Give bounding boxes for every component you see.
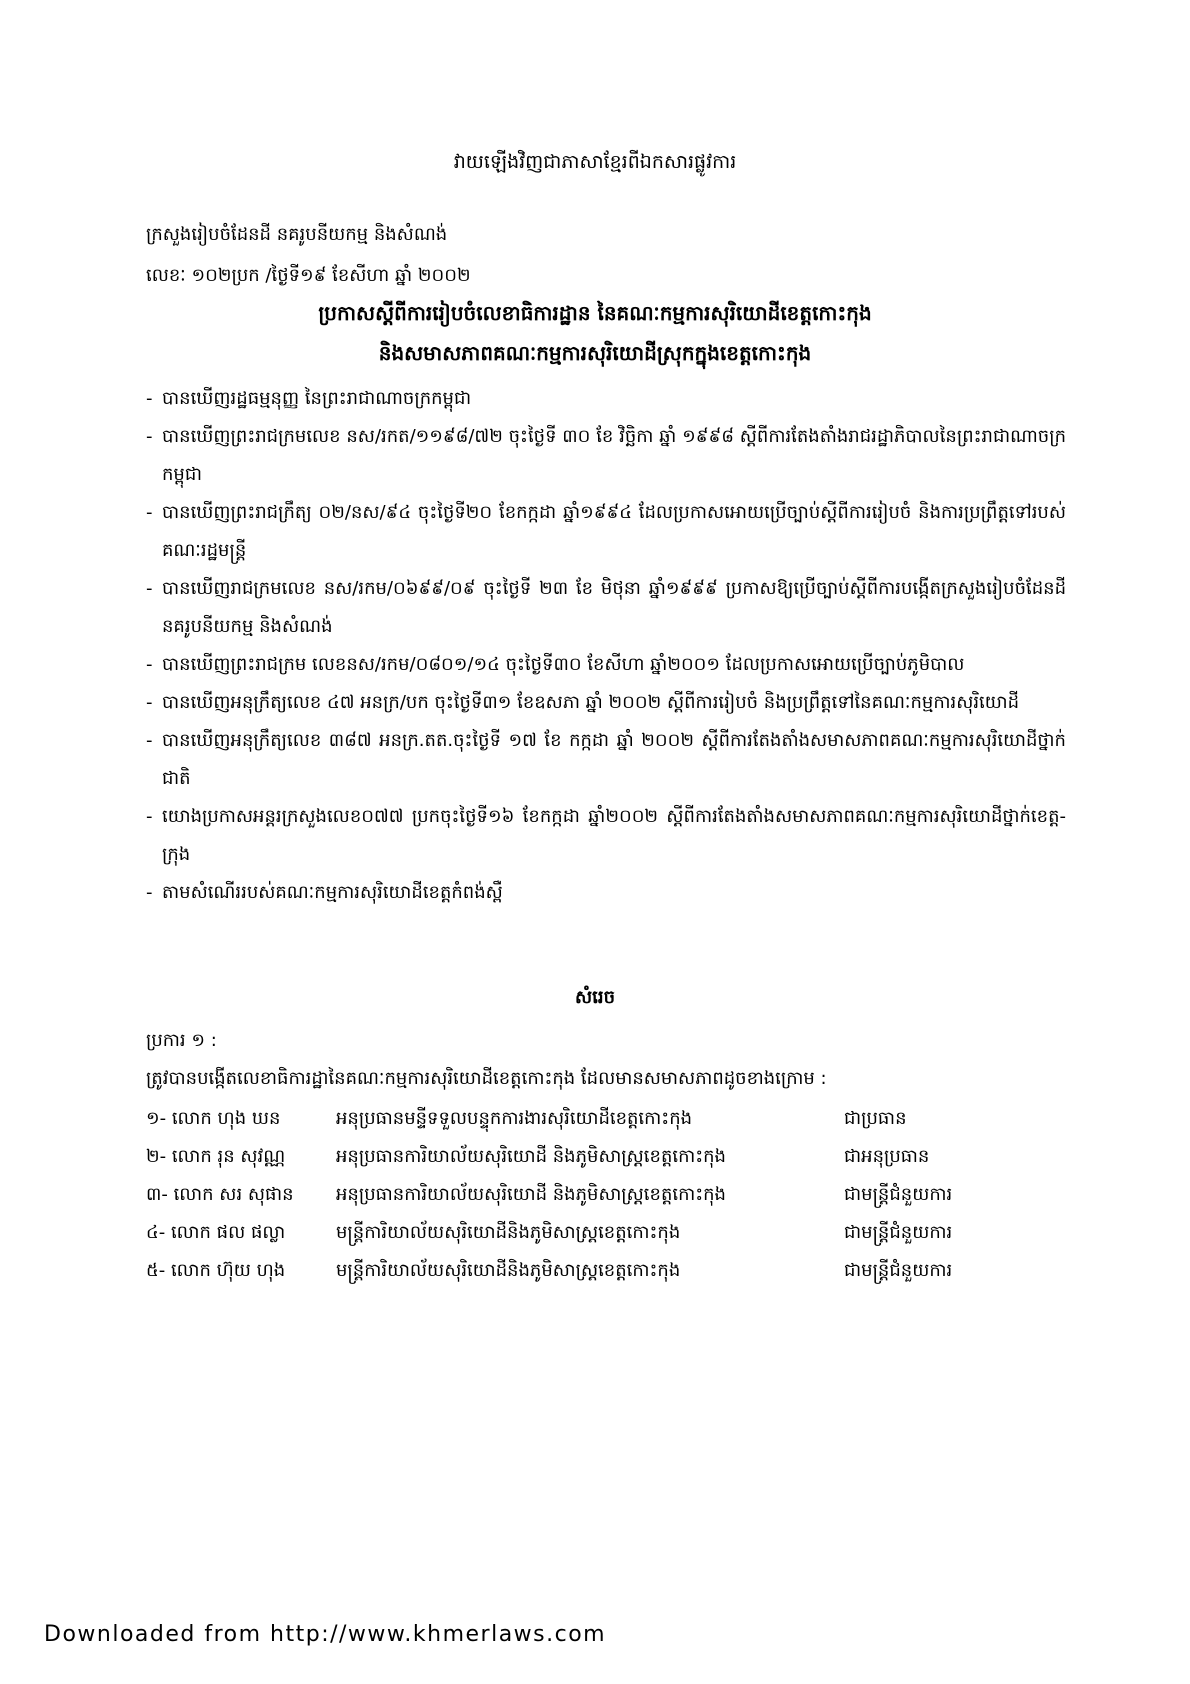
member-position: អនុប្រធានមន្ទីទទួលបន្ទុកការងារសុរិយោដីខេត្តកោះកុង: [336, 1108, 693, 1129]
dash-marker: -: [146, 388, 153, 409]
dash-marker: -: [146, 806, 153, 827]
reference-number: លេខៈ ១០២ប្រក /ថ្ងៃទី១៩ ខែសីហា ឆ្នាំ ២០០២: [146, 265, 471, 286]
dash-marker: -: [146, 502, 153, 523]
dash-marker: -: [146, 882, 153, 903]
consideration-item: - យោងប្រកាសអន្តរក្រសួងលេខ០៧៧ ប្រកចុះថ្ងៃទី១៦ ខែកក្កដា ឆ្នាំ២០០២ ស្តីពីការតែងតាំងសមាសភាពគណៈកម្មការសុរិយោដីថ្នាក់ខេត្ត-ក្រុង: [146, 798, 1066, 874]
member-name: ៤- លោក ផល ផល្លា: [146, 1222, 286, 1243]
consideration-item: - បានឃើញអនុក្រឹត្យលេខ ៤៧ អនក្រ/បក ចុះថ្ងៃទី៣១ ខែឧសភា ឆ្នាំ ២០០២ ស្តីពីការរៀបចំ និងប្រព្រឹត្តទៅនៃគណៈកម្មការសុរិយោដី: [146, 684, 1066, 722]
consideration-item: - បានឃើញព្រះរាជក្រឹត្យ ០២/នស/៩៤ ចុះថ្ងៃទី២០ ខែកក្កដា ឆ្នាំ១៩៩៤ ដែលប្រកាសអោយប្រើច្បាប់ស្តីពីការរៀបចំ និងការប្រព្រឹត្តទៅរបស់គណៈរដ្ឋមន្ត្រី: [146, 494, 1066, 570]
member-row: [146, 1252, 1046, 1290]
document-title-line-2: និងសមាសភាពគណៈកម្មការសុរិយោដីស្រុកក្នុងខេត្តកោះកុង: [378, 341, 812, 365]
member-row: [146, 1176, 1046, 1214]
dash-marker: -: [146, 692, 153, 713]
member-role: ជាមន្ត្រីជំនួយការ: [844, 1222, 953, 1243]
consideration-item: - បានឃើញព្រះរាជក្រមលេខ នស/រកត/១១៩៨/៧២ ចុះថ្ងៃទី ៣០ ខែ វិច្ឆិកា ឆ្នាំ ១៩៩៨ ស្តីពីការតែងតាំងរាជរដ្ឋាភិបាលនៃព្រះរាជាណាចក្រកម្ពុជា: [146, 418, 1066, 494]
dash-marker: -: [146, 578, 153, 599]
member-row: [146, 1138, 1046, 1176]
dash-marker: -: [146, 426, 153, 447]
ministry-name: ក្រសួងរៀបចំដែនដី នគរូបនីយកម្ម និងសំណង់: [146, 224, 448, 245]
dash-marker: -: [146, 654, 153, 675]
member-role: ជាមន្ត្រីជំនួយការ: [844, 1184, 953, 1205]
member-position: អនុប្រធានការិយាល័យសុរិយោដី និងភូមិសាស្ត្រខេត្តកោះកុង: [336, 1184, 726, 1205]
member-position: មន្ត្រីការិយាល័យសុរិយោដីនិងភូមិសាស្ត្រខេត្តកោះកុង: [336, 1260, 681, 1281]
consideration-item: - បានឃើញព្រះរាជក្រម លេខនស/រកម/០៨០១/១៤ ចុះថ្ងៃទី៣០ ខែសីហា ឆ្នាំ២០០១ ដែលប្រកាសអោយប្រើច្បាប់ភូមិបាល: [146, 646, 1066, 684]
considerations-list: [146, 380, 1066, 912]
decision-heading: សំរេច: [575, 987, 615, 1008]
member-name: ១- លោក ហុង ឃន: [146, 1108, 281, 1129]
member-name: ២- លោក រុន សុវណ្ណ: [146, 1146, 286, 1167]
member-row: [146, 1100, 1046, 1138]
article-label: ប្រការ ១ :: [146, 1030, 217, 1051]
download-source-footer: Downloaded from http://www.khmerlaws.com: [44, 1622, 607, 1647]
member-position: មន្ត្រីការិយាល័យសុរិយោដីនិងភូមិសាស្ត្រខេត្តកោះកុង: [336, 1222, 681, 1243]
member-row: [146, 1214, 1046, 1252]
member-role: ជាមន្ត្រីជំនួយការ: [844, 1260, 953, 1281]
member-name: ៣- លោក សរ សុផាន: [146, 1184, 294, 1205]
dash-marker: -: [146, 730, 153, 751]
members-table: [146, 1100, 1046, 1290]
member-role: ជាប្រធាន: [844, 1108, 907, 1129]
consideration-item: - បានឃើញរដ្ឋធម្មនុញ្ញ នៃព្រះរាជាណាចក្រកម្ពុជា: [146, 380, 1066, 418]
document-title-line-1: ប្រកាសស្តីពីការរៀបចំលេខាធិការដ្ឋាន នៃគណៈកម្មការសុរិយោដីខេត្តកោះកុង: [318, 301, 872, 325]
article-text: ត្រូវបានបង្កើតលេខាធិការដ្ឋានៃគណៈកម្មការសុរិយោដីខេត្តកោះកុង ដែលមានសមាសភាពដូចខាងក្រោម :: [146, 1068, 827, 1089]
consideration-item: - បានឃើញអនុក្រឹត្យលេខ ៣៨៧ អនក្រ.តត.ចុះថ្ងៃទី ១៧ ខែ កក្កដា ឆ្នាំ ២០០២ ស្តីពីការតែងតាំងសមាសភាពគណៈកម្មការសុរិយោដីថ្នាក់ជាតិ: [146, 722, 1066, 798]
consideration-item: - តាមសំណើររបស់គណៈកម្មការសុរិយោដីខេត្តកំពង់ស្ពឺ: [146, 874, 1066, 912]
header-note: វាយឡើងវិញជាភាសាខ្មែរពីឯកសារផ្លូវការ: [453, 151, 737, 173]
member-role: ជាអនុប្រធាន: [844, 1146, 930, 1167]
member-position: អនុប្រធានការិយាល័យសុរិយោដី និងភូមិសាស្ត្រខេត្តកោះកុង: [336, 1146, 726, 1167]
member-name: ៥- លោក ហ៊ុយ ហុង: [146, 1260, 286, 1281]
consideration-item: - បានឃើញរាជក្រមលេខ នស/រកម/០៦៩៩/០៩ ចុះថ្ងៃទី ២៣ ខែ មិថុនា ឆ្នាំ១៩៩៩ ប្រកាសឱ្យប្រើច្បាប់ស្តីពីការបង្កើតក្រសួងរៀបចំដែនដី នគរូបនីយកម្ម និងសំណង់: [146, 570, 1066, 646]
